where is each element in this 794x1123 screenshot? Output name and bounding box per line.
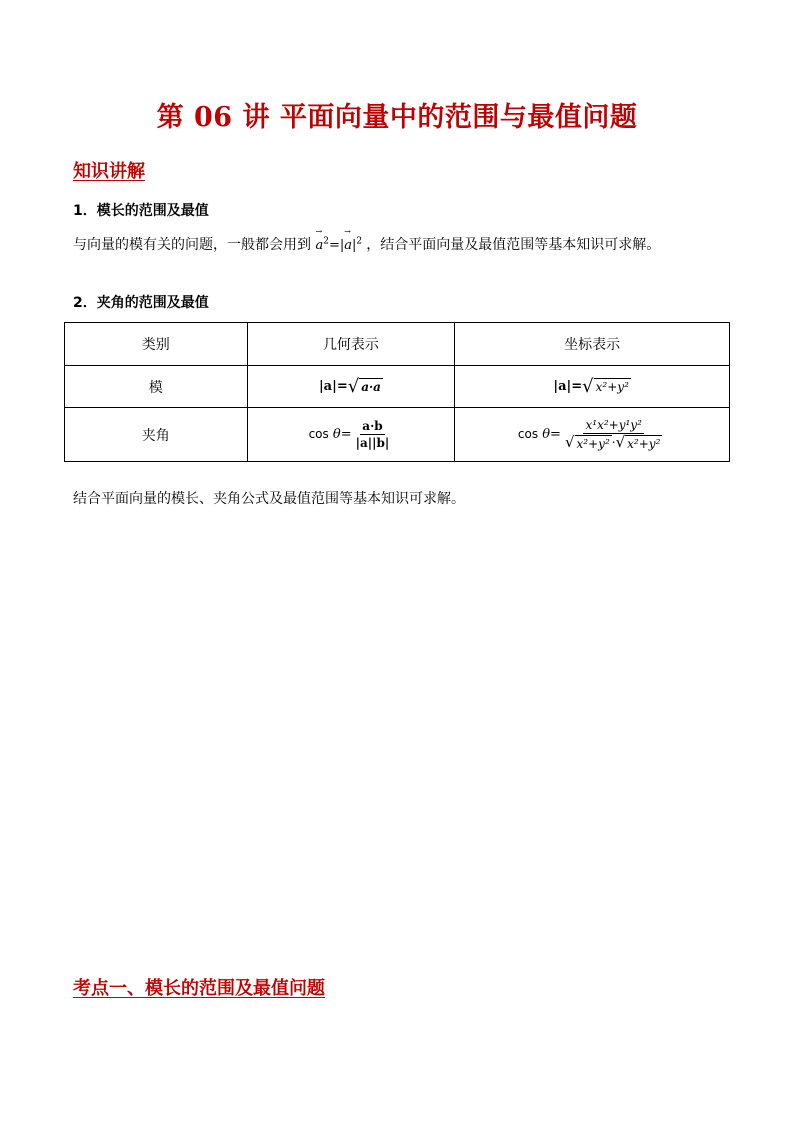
exponent: 2 xyxy=(323,236,329,247)
vector-a: → a xyxy=(315,238,323,253)
section-heading-knowledge: 知识讲解 xyxy=(73,161,145,182)
table-header-cell: 几何表示 xyxy=(247,323,455,366)
dot: · xyxy=(611,435,616,450)
theta-equals: θ= xyxy=(542,427,561,442)
radicand: a·a xyxy=(361,379,381,394)
row-label: 模 xyxy=(65,366,248,408)
modulus-coordinate-formula xyxy=(455,366,730,408)
subheading-angle: 2．夹角的范围及最值 xyxy=(73,295,209,311)
bar: | xyxy=(352,238,357,253)
radicand: x²+y² xyxy=(576,437,610,451)
cos-label: cos xyxy=(517,427,539,441)
fraction xyxy=(354,419,392,450)
section-heading-topic1: 考点一、模长的范围及最值问题 xyxy=(73,978,325,999)
table-header-cell: 坐标表示 xyxy=(455,323,730,366)
table-row-angle xyxy=(65,408,730,462)
table-row-modulus xyxy=(65,366,730,408)
paragraph-conclusion: 结合平面向量的模长、夹角公式及最值范围等基本知识可求解。 xyxy=(73,491,465,507)
table-header-row xyxy=(65,323,730,366)
formula-lhs: |a|= xyxy=(553,379,583,394)
modulus-identity-formula xyxy=(315,238,366,253)
paragraph-modulus-text-after: ，结合平面向量及最值范围等基本知识可求解。 xyxy=(366,237,661,253)
exponent: 2 xyxy=(356,236,363,247)
radicand: x²+y² xyxy=(627,437,661,451)
sqrt-symbol: √ x²+y² xyxy=(615,433,661,451)
sqrt-symbol: √ x²+y² xyxy=(582,375,629,397)
equals-bar: =| xyxy=(328,238,345,253)
angle-coordinate-formula xyxy=(455,408,730,462)
theta-equals: θ= xyxy=(332,427,352,442)
table-header-cell: 类别 xyxy=(65,323,248,366)
subheading-modulus: 1．模长的范围及最值 xyxy=(73,203,209,219)
radicand: x²+y² xyxy=(595,379,629,394)
cos-label: cos xyxy=(308,427,329,441)
sqrt-symbol: √ a·a xyxy=(347,375,381,397)
formula-lhs: |a|= xyxy=(318,379,348,394)
numerator: x¹x²+y¹y² xyxy=(585,418,642,432)
paragraph-modulus xyxy=(73,234,660,254)
denominator: |a||b| xyxy=(355,436,390,450)
paragraph-modulus-text-before: 与向量的模有关的问题，一般都会用到 xyxy=(73,237,311,253)
sqrt-symbol: √ x²+y² xyxy=(564,433,610,451)
modulus-geometric-formula xyxy=(247,366,455,408)
page-title: 第 06 讲 平面向量中的范围与最值问题 xyxy=(156,102,638,133)
fraction xyxy=(563,418,664,451)
numerator: a·b xyxy=(362,419,383,433)
vector-a: → a xyxy=(344,238,352,253)
angle-geometric-formula xyxy=(247,408,455,462)
formula-table xyxy=(64,322,730,462)
row-label: 夹角 xyxy=(65,408,248,462)
